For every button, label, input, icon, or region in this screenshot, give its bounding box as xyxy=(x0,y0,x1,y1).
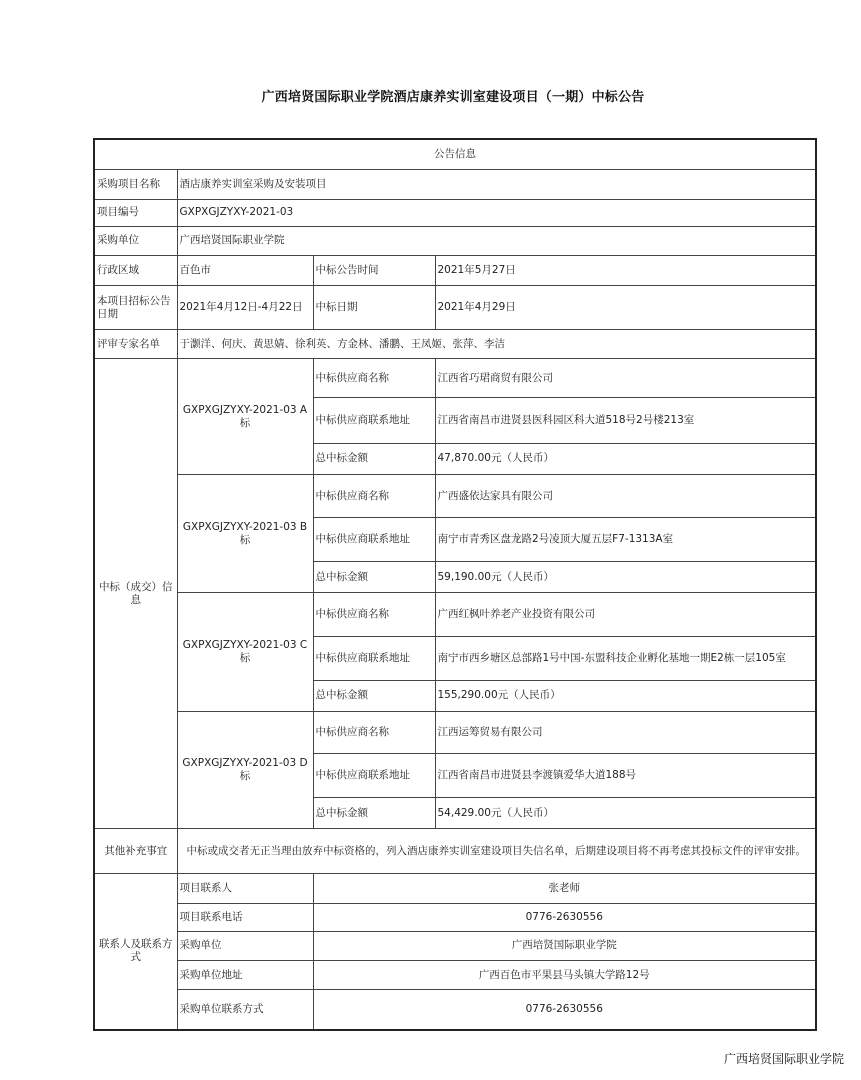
award-date-value: 2021年4月29日 xyxy=(435,286,816,330)
contact-item-label: 采购单位 xyxy=(177,931,313,960)
supplier-name-label: 中标供应商名称 xyxy=(313,711,435,753)
supplier-address-value: 江西省南昌市进贤县医科园区科大道518号2号楼213室 xyxy=(435,397,816,443)
award-amount-value: 54,429.00元（人民币） xyxy=(435,798,816,829)
tender-date-label: 本项目招标公告日期 xyxy=(94,286,177,330)
contact-item-label: 项目联系人 xyxy=(177,873,313,903)
lot-code: GXPXGJZYXY-2021-03 A标 xyxy=(177,359,313,474)
supplier-address-label: 中标供应商联系地址 xyxy=(313,518,435,562)
award-amount-label: 总中标金额 xyxy=(313,680,435,711)
contact-item-value: 0776-2630556 xyxy=(313,903,816,931)
project-name-label: 采购项目名称 xyxy=(94,169,177,199)
supplier-address-value: 南宁市西乡塘区总部路1号中国-东盟科技企业孵化基地一期E2栋一层105室 xyxy=(435,636,816,680)
award-amount-value: 155,290.00元（人民币） xyxy=(435,680,816,711)
award-info-label: 中标（成交）信息 xyxy=(94,359,177,829)
notice-time-label: 中标公告时间 xyxy=(313,255,435,285)
supplier-name-value: 广西红枫叶养老产业投资有限公司 xyxy=(435,593,816,636)
tender-date-value: 2021年4月12日-4月22日 xyxy=(177,286,313,330)
region-label: 行政区域 xyxy=(94,255,177,285)
supplier-address-label: 中标供应商联系地址 xyxy=(313,636,435,680)
supplier-address-value: 江西省南昌市进贤县李渡镇爱华大道188号 xyxy=(435,754,816,798)
project-no-label: 项目编号 xyxy=(94,199,177,226)
contact-item-label: 采购单位地址 xyxy=(177,960,313,989)
award-amount-value: 47,870.00元（人民币） xyxy=(435,443,816,474)
footer-organization: 广西培贤国际职业学院 xyxy=(723,1052,844,1066)
supplier-name-value: 江西运筹贸易有限公司 xyxy=(435,711,816,753)
award-date-label: 中标日期 xyxy=(313,286,435,330)
project-no-value: GXPXGJZYXY-2021-03 xyxy=(177,199,816,226)
contact-item-label: 项目联系电话 xyxy=(177,903,313,931)
supplier-name-label: 中标供应商名称 xyxy=(313,593,435,636)
contact-item-value: 广西培贤国际职业学院 xyxy=(313,931,816,960)
experts-label: 评审专家名单 xyxy=(94,330,177,359)
supplier-name-label: 中标供应商名称 xyxy=(313,474,435,517)
award-amount-label: 总中标金额 xyxy=(313,798,435,829)
supplier-name-label: 中标供应商名称 xyxy=(313,359,435,397)
contact-item-value: 广西百色市平果县马头镇大学路12号 xyxy=(313,960,816,989)
contact-label: 联系人及联系方式 xyxy=(94,873,177,1030)
other-value: 中标或成交者无正当理由放弃中标资格的，列入酒店康养实训室建设项目失信名单，后期建设项目将不再考虑其投标文件的评审安排。 xyxy=(177,829,816,873)
announcement-table xyxy=(93,138,817,1031)
purchaser-label: 采购单位 xyxy=(94,226,177,255)
award-amount-label: 总中标金额 xyxy=(313,562,435,593)
other-label: 其他补充事宜 xyxy=(94,829,177,873)
lot-code: GXPXGJZYXY-2021-03 C标 xyxy=(177,593,313,712)
award-amount-value: 59,190.00元（人民币） xyxy=(435,562,816,593)
supplier-address-label: 中标供应商联系地址 xyxy=(313,754,435,798)
supplier-name-value: 江西省巧珺商贸有限公司 xyxy=(435,359,816,397)
notice-time-value: 2021年5月27日 xyxy=(435,255,816,285)
contact-item-value: 0776-2630556 xyxy=(313,990,816,1030)
contact-item-label: 采购单位联系方式 xyxy=(177,990,313,1030)
project-name-value: 酒店康养实训室采购及安装项目 xyxy=(177,169,816,199)
document-title: 广西培贤国际职业学院酒店康养实训室建设项目（一期）中标公告 xyxy=(261,90,645,105)
award-amount-label: 总中标金额 xyxy=(313,443,435,474)
supplier-address-value: 南宁市青秀区盘龙路2号凌顶大厦五层F7-1313A室 xyxy=(435,518,816,562)
contact-item-value: 张老师 xyxy=(313,873,816,903)
lot-code: GXPXGJZYXY-2021-03 D标 xyxy=(177,711,313,829)
region-value: 百色市 xyxy=(177,255,313,285)
experts-value: 于灏洋、何庆、黄思婧、徐利英、方金林、潘鹏、王凤姬、张萍、李洁 xyxy=(177,330,816,359)
supplier-address-label: 中标供应商联系地址 xyxy=(313,397,435,443)
supplier-name-value: 广西盛依达家具有限公司 xyxy=(435,474,816,517)
section-header: 公告信息 xyxy=(94,139,816,169)
purchaser-value: 广西培贤国际职业学院 xyxy=(177,226,816,255)
lot-code: GXPXGJZYXY-2021-03 B标 xyxy=(177,474,313,593)
